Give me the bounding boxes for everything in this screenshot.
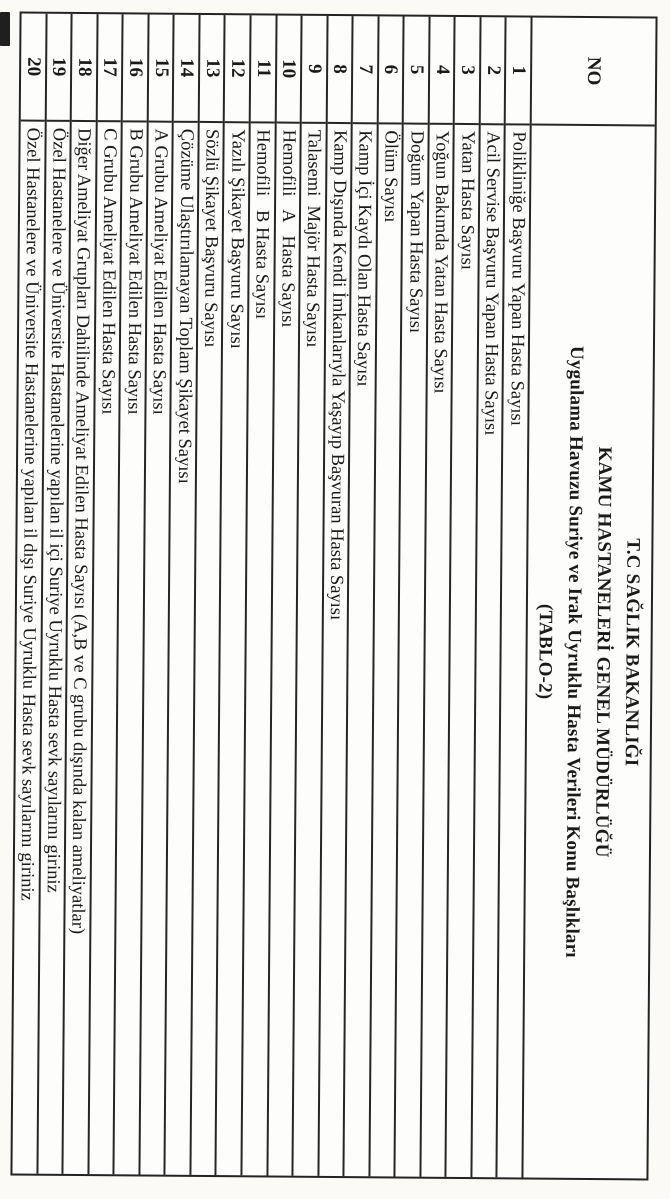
row-number: 7 <box>353 16 377 124</box>
row-label: Özel Hastanelere ve Üniversite Hastanelerine yapılan il içi Suriye Uyruklu Hasta sevk sayılarını giriniz <box>42 127 69 893</box>
row-number: 11 <box>251 15 275 123</box>
row-number: 20 <box>21 14 45 122</box>
title-line-3: Uygulama Havuzu Suriye ve Irak Uyruklu Hasta Verileri Konu Başlıkları <box>561 345 588 958</box>
title-line-2: KAMU HASTANELERİ GENEL MÜDÜRLÜĞÜ <box>591 446 616 858</box>
row-number: 4 <box>430 17 454 125</box>
row-label: Acil Servise Başvuru Yapan Hasta Sayısı <box>480 131 503 436</box>
row-label: Yoğun Bakımda Yatan Hasta Sayısı <box>429 130 452 394</box>
row-label: C Grubu Ameliyat Edilen Hasta Sayısı <box>97 128 120 415</box>
row-label: Hemofili A Hasta Sayısı <box>276 129 299 328</box>
no-column-header: NO <box>532 18 656 127</box>
row-label: Sözlü Şikayet Başvuru Sayısı <box>200 128 222 348</box>
table-header-row <box>521 18 655 1179</box>
row-label: Özel Hastanelere ve Üniversite Hastanelerine yapılan il dışı Suriye Uyruklu Hasta sevk sayılarını giriniz <box>16 127 44 901</box>
row-label: Hemofili B Hasta Sayısı <box>251 129 273 320</box>
row-label: Talasemi Majör Hasta Sayısı <box>302 129 325 348</box>
scan-edge-artifact <box>0 12 10 46</box>
row-label: Yazılı Şikayet Başvuru Sayısı <box>225 129 248 349</box>
row-number: 18 <box>72 14 96 122</box>
row-number: 3 <box>455 17 479 125</box>
row-number: 16 <box>123 14 147 122</box>
row-number: 1 <box>506 17 530 125</box>
title-line-1: T.C SAĞLIK BAKANLIĞI <box>621 538 644 767</box>
row-number: 14 <box>174 15 198 123</box>
row-number: 10 <box>276 16 300 124</box>
row-number: 2 <box>481 17 505 125</box>
row-number: 9 <box>302 16 326 124</box>
row-label: Diğer Ameliyat Grupları Dahilinde Ameliyat Edilen Hasta Sayısı (A,B ve C grubu dışında kalan ameliyatlar) <box>67 127 95 935</box>
row-label: Çözüme Ulaştırılamayan Toplam Şikayet Sayısı <box>173 128 197 484</box>
row-label: Polikliniğe Başvuru Yapan Hasta Sayısı <box>506 131 529 426</box>
title-line-4: (TABLO-2) <box>534 603 557 700</box>
row-number: 8 <box>327 16 351 124</box>
document-title-block <box>523 126 654 1179</box>
row-number: 13 <box>200 15 224 123</box>
row-number: 5 <box>404 17 428 125</box>
row-label: B Grubu Ameliyat Edilen Hasta Sayısı <box>122 128 146 415</box>
row-label: A Grubu Ameliyat Edilen Hasta Sayısı <box>148 128 171 415</box>
row-label: Yatan Hasta Sayısı <box>456 130 478 271</box>
document-table <box>10 12 657 1181</box>
row-number: 17 <box>97 14 121 122</box>
row-label: Kamp İçi Kaydı Olan Hasta Sayısı <box>353 130 376 387</box>
row-number: 6 <box>378 16 402 124</box>
row-number: 19 <box>46 14 70 122</box>
row-label: Doğum Yapan Hasta Sayısı <box>404 130 427 334</box>
row-number: 12 <box>225 15 249 123</box>
row-label: Kamp Dışında Kendi İmkanlarıyla Yaşayıp Başvuran Hasta Sayısı <box>325 129 350 621</box>
row-number: 15 <box>149 15 173 123</box>
row-label: Ölüm Sayısı <box>379 130 401 223</box>
